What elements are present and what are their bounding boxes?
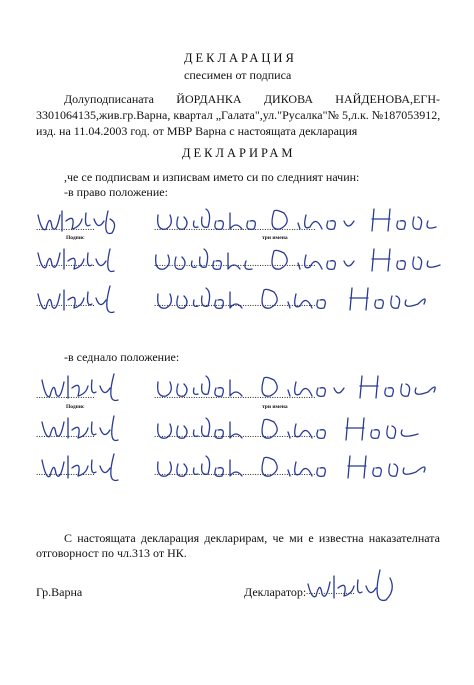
full-name-handwriting	[152, 450, 442, 484]
place: Гр.Варна	[36, 585, 83, 599]
intro-line-1: Долуподписаната ЙОРДАНКА ДИКОВА НАЙДЕНОВА,ЕГН-	[64, 92, 440, 106]
signature-dotted-line: ........................	[36, 222, 95, 232]
full-name-handwriting	[152, 412, 432, 446]
document-title: ДЕКЛАРАЦИЯ	[184, 51, 297, 65]
signature-dotted-line: ........................	[36, 390, 95, 400]
name-dotted-line: ..................................................................	[154, 390, 316, 400]
name-dotted-line: ..................................................................	[154, 429, 316, 439]
declarator-signature	[300, 566, 410, 606]
signature-scribble	[30, 243, 120, 277]
intro-line-2: 3301064135,жив.гр.Варна, квартал „Галата",ул."Русалка"№ 5,л.к. №187053912,	[36, 108, 441, 122]
declarator-dotted-line: ....................	[306, 586, 355, 596]
full-name-handwriting	[152, 203, 442, 237]
signature-scribble	[34, 450, 128, 486]
name-dotted-line: ..................................................................	[154, 222, 316, 232]
signature-dotted-line: ........................	[36, 467, 95, 477]
name-dotted-line: ..................................................................	[154, 467, 316, 477]
closing-line-2: отговорност по чл.313 от НК.	[36, 546, 187, 560]
signature-caption: Подпис	[66, 235, 85, 241]
name-dotted-line: ..................................................................	[154, 258, 316, 268]
declarator-label: Декларатор:	[244, 585, 307, 599]
statement-line: ,че се подписвам и изписвам името си по следният начин:	[64, 170, 360, 184]
document-subtitle: спесимен от подписа	[184, 68, 292, 82]
signature-scribble	[34, 412, 128, 446]
signature-dotted-line: ........................	[36, 258, 95, 268]
full-name-handwriting	[152, 370, 447, 404]
name-dotted-line: ..................................................................	[154, 298, 316, 308]
declare-heading: ДЕКЛАРИРАМ	[182, 146, 296, 160]
signature-scribble	[34, 370, 128, 406]
signature-dotted-line: ........................	[36, 429, 95, 439]
names-caption: три имена	[262, 404, 288, 410]
sitting-position-label: -в седнало положение:	[64, 350, 180, 364]
closing-line-1: С настоящата декларация декларирам, че ми е известна наказателната	[64, 531, 440, 545]
signature-scribble	[32, 203, 122, 239]
intro-line-3: изд. на 11.04.2003 год. от МВР Варна с настоящата декларация	[36, 124, 358, 138]
names-caption: три имена	[262, 235, 288, 241]
standing-position-label: -в право положение:	[64, 185, 168, 199]
signature-caption: Подпис	[66, 404, 85, 410]
signature-scribble	[32, 282, 122, 318]
signature-dotted-line: ........................	[36, 298, 95, 308]
full-name-handwriting	[150, 243, 445, 277]
full-name-handwriting	[152, 282, 442, 316]
